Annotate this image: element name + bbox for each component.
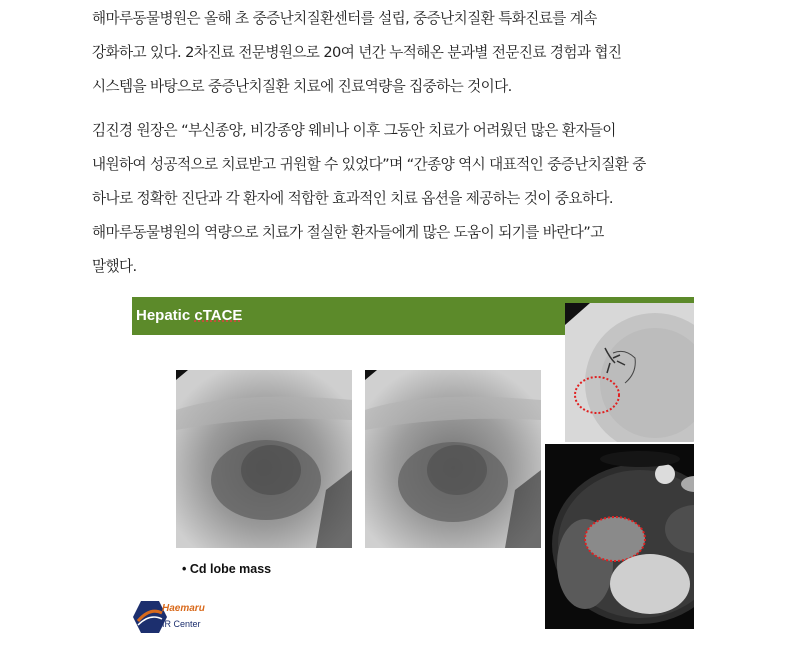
angiography-image — [565, 303, 694, 442]
hospital-logo — [132, 599, 242, 635]
logo-subtitle: IR Center — [162, 619, 201, 629]
slide-title-underlined: cTACE — [194, 307, 243, 324]
slide-figure — [92, 297, 694, 637]
slide-bullet: • Cd lobe mass — [182, 562, 272, 576]
paragraph-line: 해마루동물병원은 올해 초 중증난치질환센터를 설립, 중증난치질환 특화진료를 계속 — [92, 10, 597, 27]
paragraph-line: 김진경 원장은 “부신종양, 비강종양 웨비나 이후 그동안 치료가 어려웠던 많은 환자들이 — [92, 122, 616, 139]
presentation-slide — [132, 297, 694, 637]
article-paragraph-1 — [92, 2, 712, 104]
paragraph-line: 강화하고 있다. 2차진료 전문병원으로 20여 년간 누적해온 분과별 전문진료 경험과 협진 — [92, 44, 622, 61]
logo-name: Haemaru — [162, 603, 205, 614]
ct-scan-image — [545, 444, 694, 629]
paragraph-line: 내원하여 성공적으로 치료받고 귀원할 수 있었다”며 “간종양 역시 대표적인 중증난치질환 중 — [92, 156, 646, 173]
fluoroscopy-image-2 — [365, 370, 541, 548]
article-paragraph-2 — [92, 114, 712, 284]
paragraph-line: 해마루동물병원의 역량으로 치료가 절실한 환자들에게 많은 도움이 되기를 바란다”고 — [92, 224, 604, 241]
paragraph-line: 말했다. — [92, 258, 137, 275]
paragraph-line: 시스템을 바탕으로 중증난치질환 치료에 진료역량을 집중하는 것이다. — [92, 78, 512, 95]
paragraph-line: 하나로 정확한 진단과 각 환자에 적합한 효과적인 치료 옵션을 제공하는 것이 중요하다. — [92, 190, 613, 207]
fluoroscopy-image-1 — [176, 370, 352, 548]
slide-title-prefix: Hepatic — [136, 307, 195, 324]
